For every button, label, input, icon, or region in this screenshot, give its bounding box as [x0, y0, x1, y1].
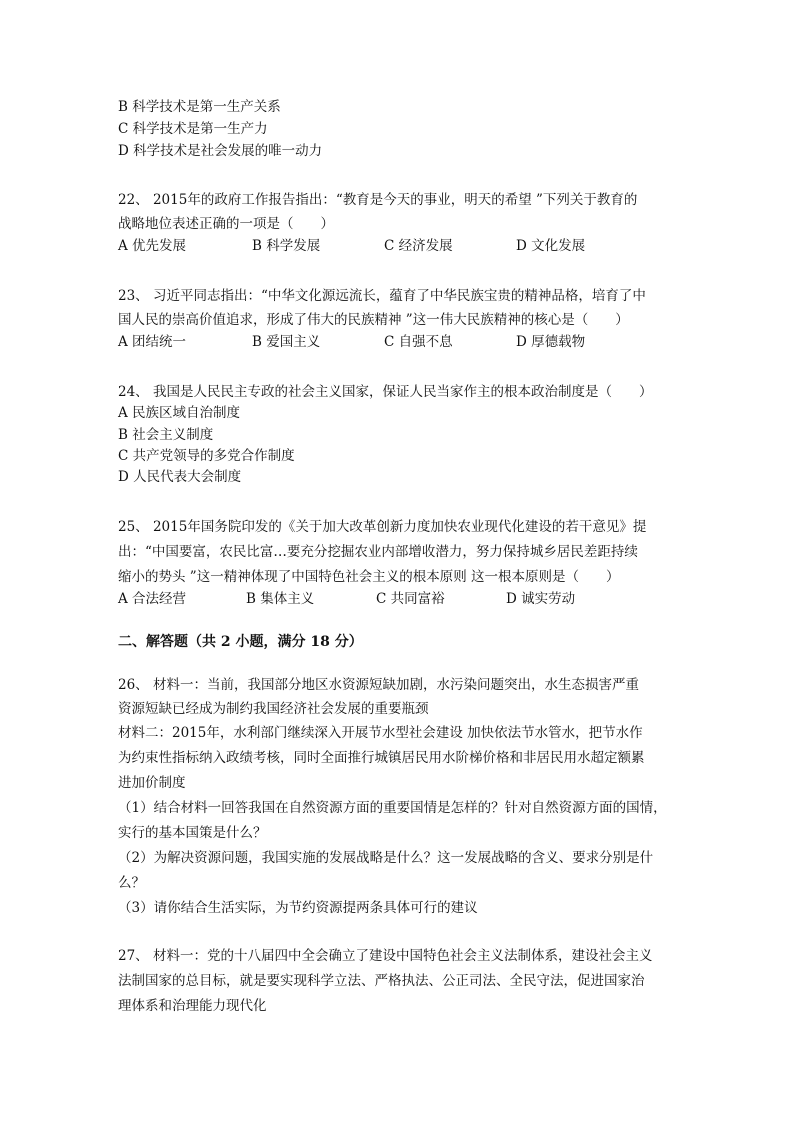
q23-stem-line-1: 23、 习近平同志指出：“中华文化源远流长，蕴育了中华民族宝贵的精神品格，培育了中 [118, 288, 646, 304]
q22-option-d: D 文化发展 [516, 238, 586, 254]
q22-option-a: A 优先发展 [118, 238, 187, 254]
q25-option-a: A 合法经营 [118, 591, 187, 607]
q25-option-b: B 集体主义 [246, 591, 315, 607]
q25-options [118, 589, 575, 609]
q27-line-2: 法制国家的总目标，就是要实现科学立法、严格执法、公正司法、全民守法，促进国家治 [118, 973, 645, 989]
q24-option-b: B 社会主义制度 [118, 427, 214, 443]
q22-stem-line-2: 战略地位表述正确的一项是（ ） [118, 216, 334, 232]
q21-option-b: B 科学技术是第一生产关系 [118, 99, 281, 115]
q25-stem-line-2: 出：“中国要富，农民比富…要充分挖掘农业内部增收潜力，努力保持城乡居民差距持续 [118, 544, 638, 560]
q25-option-c: C 共同富裕 [376, 591, 445, 607]
q26-subq-2-line-1: （2）为解决资源问题，我国实施的发展战略是什么？这一发展战略的含义、要求分别是什 [118, 850, 654, 866]
q26-line-2: 资源短缺已经成为制约我国经济社会发展的重要瓶颈 [118, 701, 429, 717]
q22-options [118, 236, 585, 256]
q25-stem-line-3: 缩小的势头 ”这一精神体现了中国特色社会主义的根本原则 这一根本原则是（ ） [118, 569, 620, 585]
q22-option-b: B 科学发展 [252, 238, 321, 254]
q25-option-d: D 诚实劳动 [506, 591, 576, 607]
q23-options [118, 332, 585, 352]
q27-line-3: 理体系和治理能力现代化 [118, 998, 267, 1014]
q27-line-1: 27、 材料一：党的十八届四中全会确立了建设中国特色社会主义法制体系，建设社会主义 [118, 948, 653, 964]
q21-option-d: D 科学技术是社会发展的唯一动力 [118, 143, 323, 159]
q24-option-a: A 民族区域自治制度 [118, 405, 241, 421]
q21-option-c: C 科学技术是第一生产力 [118, 121, 268, 137]
q23-option-a: A 团结统一 [118, 334, 187, 350]
q26-subq-1-line-1: （1）结合材料一回答我国在自然资源方面的重要国情是怎样的？针对自然资源方面的国情， [118, 800, 667, 816]
q22-option-c: C 经济发展 [384, 238, 453, 254]
q25-stem-line-1: 25、 2015年国务院印发的《关于加大改革创新力度加快农业现代化建设的若干意见》提 [118, 519, 647, 535]
q22-stem-line-1: 22、 2015年的政府工作报告指出：“教育是今天的事业，明天的希望 ”下列关于教育的 [118, 192, 638, 208]
q24-option-c: C 共产党领导的多党合作制度 [118, 448, 295, 464]
q26-line-4: 为约束性指标纳入政绩考核，同时全面推行城镇居民用水阶梯价格和非居民用水超定额累 [118, 750, 645, 766]
section-2-heading: 二、解答题（共 2 小题，满分 18 分） [118, 634, 363, 650]
q26-subq-2-line-2: 么？ [118, 875, 145, 891]
q23-option-d: D 厚德载物 [516, 334, 586, 350]
q24-option-d: D 人民代表大会制度 [118, 469, 242, 485]
q23-stem-line-2: 国人民的崇高价值追求，形成了伟大的民族精神 ”这一伟大民族精神的核心是（ ） [118, 312, 629, 328]
q26-subq-3: （3）请你结合生活实际，为节约资源提两条具体可行的建议 [118, 900, 478, 916]
q24-stem-line-1: 24、 我国是人民民主专政的社会主义国家，保证人民当家作主的根本政治制度是（ ） [118, 384, 653, 400]
q26-subq-1-line-2: 实行的基本国策是什么？ [118, 825, 267, 841]
q26-line-5: 进加价制度 [118, 775, 186, 791]
q26-line-1: 26、 材料一：当前，我国部分地区水资源短缺加剧，水污染问题突出，水生态损害严重 [118, 677, 639, 693]
q23-option-b: B 爱国主义 [252, 334, 321, 350]
q23-option-c: C 自强不息 [384, 334, 453, 350]
q26-line-3: 材料二：2015年，水利部门继续深入开展节水型社会建设 加快依法节水管水，把节水作 [118, 725, 643, 741]
